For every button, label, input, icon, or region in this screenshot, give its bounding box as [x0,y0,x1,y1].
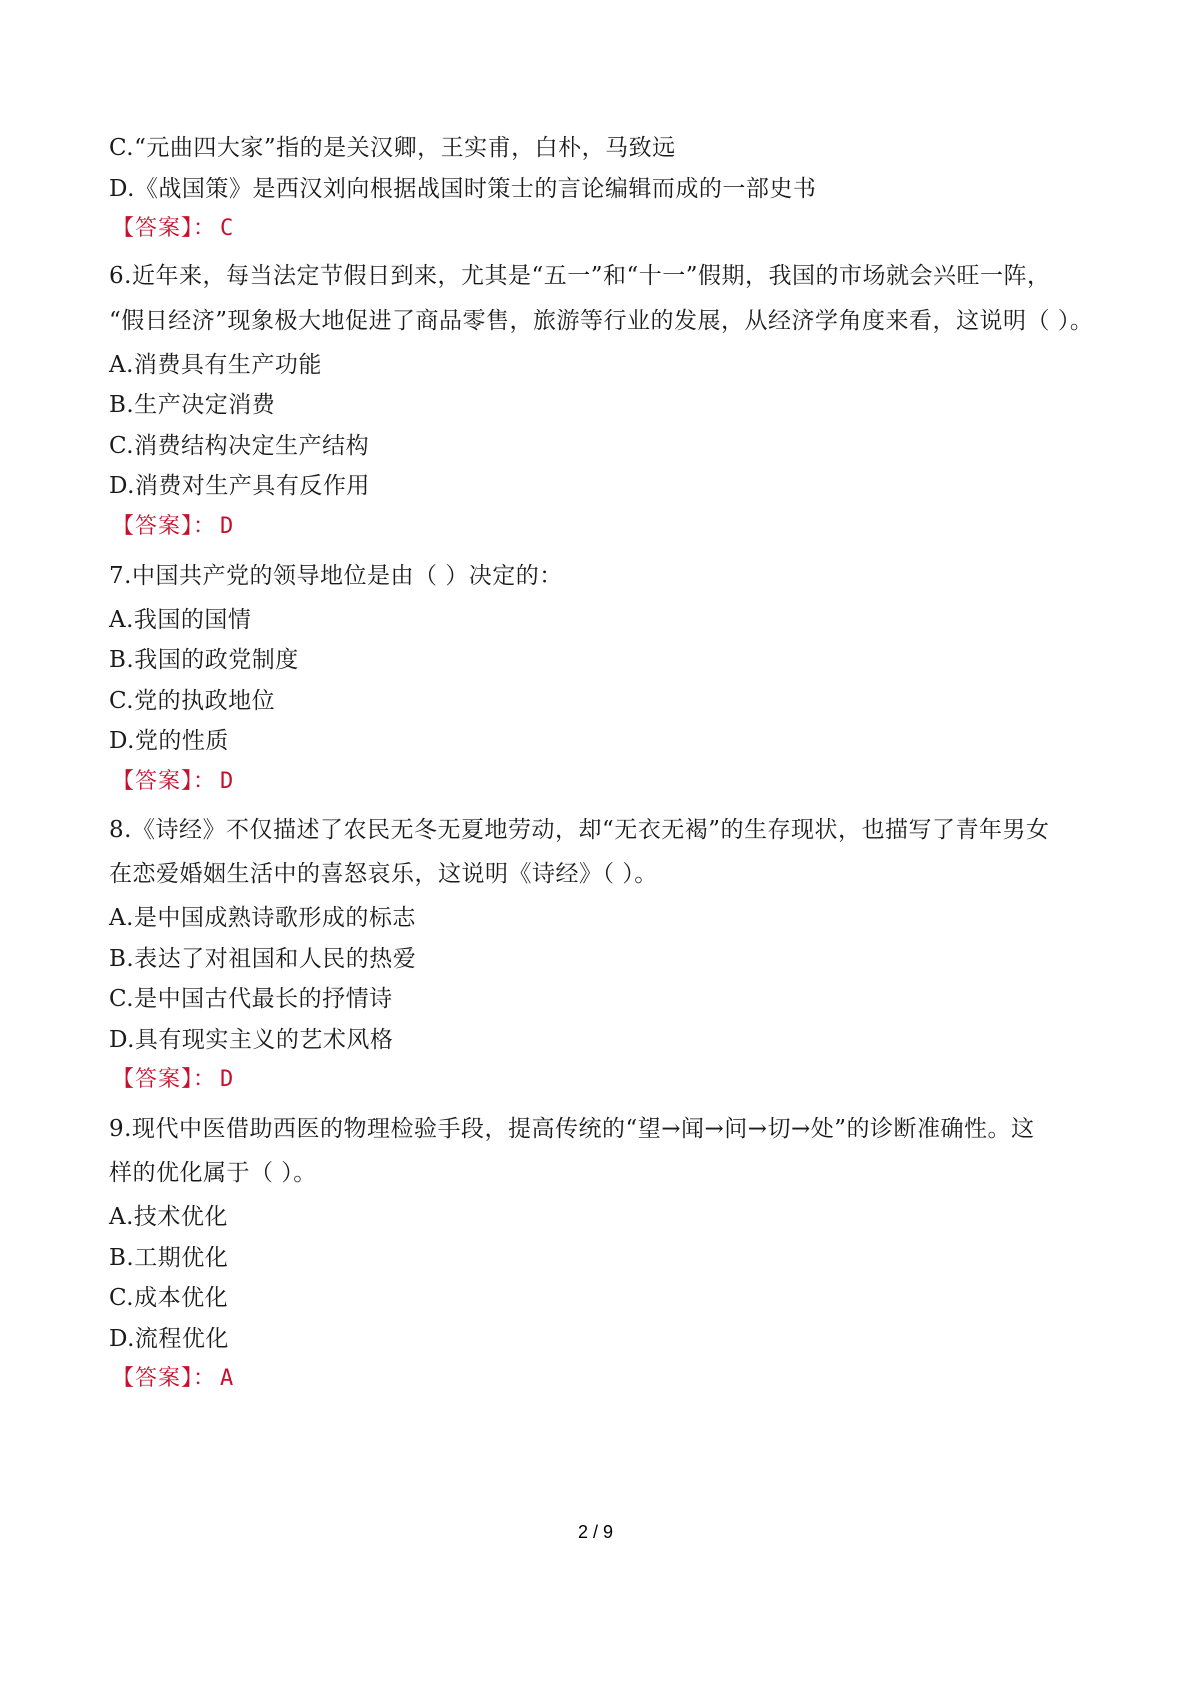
answer-value: D [220,1067,235,1092]
q9-answer [112,1364,234,1394]
q7-option-c: C.党的执政地位 [109,688,276,714]
answer-value: C [220,216,235,241]
q7-option-b: B.我国的政党制度 [109,647,299,673]
q8-stem-line-1: 8.《诗经》不仅描述了农民无冬无夏地劳动，却“无衣无褐”的生存现状，也描写了青年男女 [109,817,1050,843]
q6-option-c: C.消费结构决定生产结构 [109,433,370,459]
q6-stem-line-2: “假日经济”现象极大地促进了商品零售，旅游等行业的发展，从经济学角度来看，这说明（ ）。 [109,308,1094,334]
answer-value: A [220,1366,235,1391]
q9-stem-line-2: 样的优化属于（ ）。 [109,1160,317,1186]
answer-label: 【答案】： [112,216,217,241]
q7-answer [112,767,234,797]
answer-label: 【答案】： [112,514,217,539]
q8-option-d: D.具有现实主义的艺术风格 [109,1027,394,1053]
answer-label: 【答案】： [112,1366,217,1391]
q6-option-a: A.消费具有生产功能 [109,352,322,378]
q9-option-c: C.成本优化 [109,1285,229,1311]
q5-option-d: D.《战国策》是西汉刘向根据战国时策士的言论编辑而成的一部史书 [109,176,817,202]
q9-stem-line-1: 9.现代中医借助西医的物理检验手段，提高传统的“望→闻→问→切→处”的诊断准确性。这 [109,1116,1035,1142]
q7-option-a: A.我国的国情 [109,607,252,633]
answer-label: 【答案】： [112,769,217,794]
q9-option-d: D.流程优化 [109,1326,229,1352]
q5-answer [112,214,234,244]
answer-label: 【答案】： [112,1067,217,1092]
answer-value: D [220,769,235,794]
page-number: 2 / 9 [577,1522,614,1542]
q6-option-d: D.消费对生产具有反作用 [109,473,370,499]
q8-option-a: A.是中国成熟诗歌形成的标志 [109,905,416,931]
answer-value: D [220,514,235,539]
q7-stem: 7.中国共产党的领导地位是由（ ）决定的： [109,563,563,589]
q6-answer [112,512,234,542]
q9-option-a: A.技术优化 [109,1204,228,1230]
q8-stem-line-2: 在恋爱婚姻生活中的喜怒哀乐，这说明《诗经》（ ）。 [109,861,658,887]
q9-option-b: B.工期优化 [109,1245,229,1271]
q8-option-c: C.是中国古代最长的抒情诗 [109,986,393,1012]
q6-option-b: B.生产决定消费 [109,392,276,418]
q7-option-d: D.党的性质 [109,728,229,754]
q5-option-c: C.“元曲四大家”指的是关汉卿，王实甫，白朴，马致远 [109,135,676,161]
q6-stem-line-1: 6.近年来，每当法定节假日到来，尤其是“五一”和“十一”假期，我国的市场就会兴旺一阵， [109,263,1051,289]
q8-answer [112,1065,234,1095]
q8-option-b: B.表达了对祖国和人民的热爱 [109,946,417,972]
